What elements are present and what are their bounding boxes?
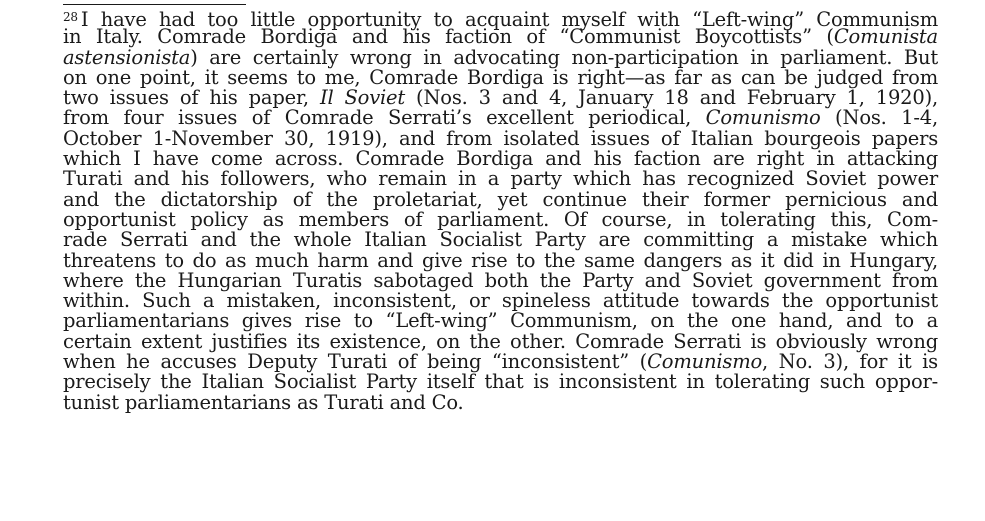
text-run: precisely the Italian Socialist Party itself that is inconsistent in tolerating such oppor- — [63, 370, 938, 394]
text-run: Turati and his followers, who remain in a party which has recognized Soviet power — [63, 167, 938, 191]
footnote-line — [63, 291, 938, 311]
footnote-line — [63, 230, 938, 250]
footnote-line — [63, 329, 938, 353]
footnote — [63, 7, 938, 413]
footnote-line — [63, 311, 938, 331]
text-run: which I have come across. Comrade Bordiga and his faction are right in attacking — [63, 147, 938, 171]
text-run: October 1-November 30, 1919), and from isolated issues of Italian bourgeois papers — [63, 126, 938, 150]
text-run: on one point, it seems to me, Comrade Bordiga is right—as far as can be judged from — [63, 65, 938, 89]
footnote-line — [63, 169, 938, 189]
text-run: within. Such a mistaken, inconsistent, or spineless attitude towards the opportunist — [63, 289, 938, 313]
footnote-line — [63, 207, 938, 231]
footnote-line — [63, 187, 938, 211]
italic-title: Il Soviet — [319, 86, 406, 110]
footnote-line — [63, 126, 938, 150]
footnote-line — [63, 352, 938, 372]
text-run: (Nos. 1-4, — [820, 106, 938, 130]
italic-title: Comunismo — [647, 350, 763, 374]
footnote-line — [63, 372, 938, 392]
text-run: when he accuses Deputy Turati of being “inconsistent” ( — [63, 350, 648, 374]
text-run: (Nos. 3 and 4, January 18 and February 1, 1920), — [405, 86, 938, 110]
footnote-line — [63, 45, 938, 69]
text-run: where the Hungarian Turatis sabotaged both the Party and Soviet government from — [63, 268, 938, 292]
text-run: rade Serrati and the whole Italian Socialist Party are committing a mistake which — [63, 228, 938, 252]
text-run: parliamentarians gives rise to “Left-wing” Communism, on the one hand, and to a — [63, 309, 938, 333]
footnote-line — [63, 7, 938, 31]
text-run: two issues of his paper, — [63, 86, 320, 110]
text-run: certain extent justifies its existence, on the other. Comrade Serrati is obviously wrong — [63, 329, 938, 353]
footnote-line — [63, 65, 938, 89]
text-run: in Italy. Comrade Bordiga and his faction of “Communist Boycottists” ( — [63, 25, 834, 49]
footnote-line — [63, 108, 938, 128]
text-run: tunist parliamentarians as Turati and Co. — [63, 390, 464, 414]
italic-title: Comunista — [833, 25, 938, 49]
footnote-line — [63, 149, 938, 169]
page — [63, 0, 938, 521]
footnote-marker: 28 — [63, 10, 78, 24]
text-run: ) are certainly wrong in advocating non-participation in parliament. But — [190, 45, 938, 69]
text-run: opportunist policy as members of parliament. Of course, in tolerating this, Com- — [63, 207, 938, 231]
text-run: I have had too little opportunity to acquaint myself with “Left-wing” Communism — [80, 8, 938, 31]
footnote-line — [63, 268, 938, 292]
italic-title: Comunismo — [705, 106, 821, 130]
text-run: , No. 3), for it is — [762, 350, 938, 374]
footnote-line — [63, 88, 938, 108]
footnote-line — [63, 248, 938, 272]
text-run: from four issues of Comrade Serrati’s excellent periodical, — [63, 106, 706, 130]
text-run: and the dictatorship of the proletariat, yet continue their former pernicious and — [63, 187, 938, 211]
italic-title: astensionista — [63, 45, 191, 69]
footnote-line — [63, 27, 938, 47]
text-run: threatens to do as much harm and give rise to the same dangers as it did in Hungary, — [63, 248, 938, 272]
footnote-rule — [63, 4, 246, 5]
footnote-line — [63, 390, 938, 414]
